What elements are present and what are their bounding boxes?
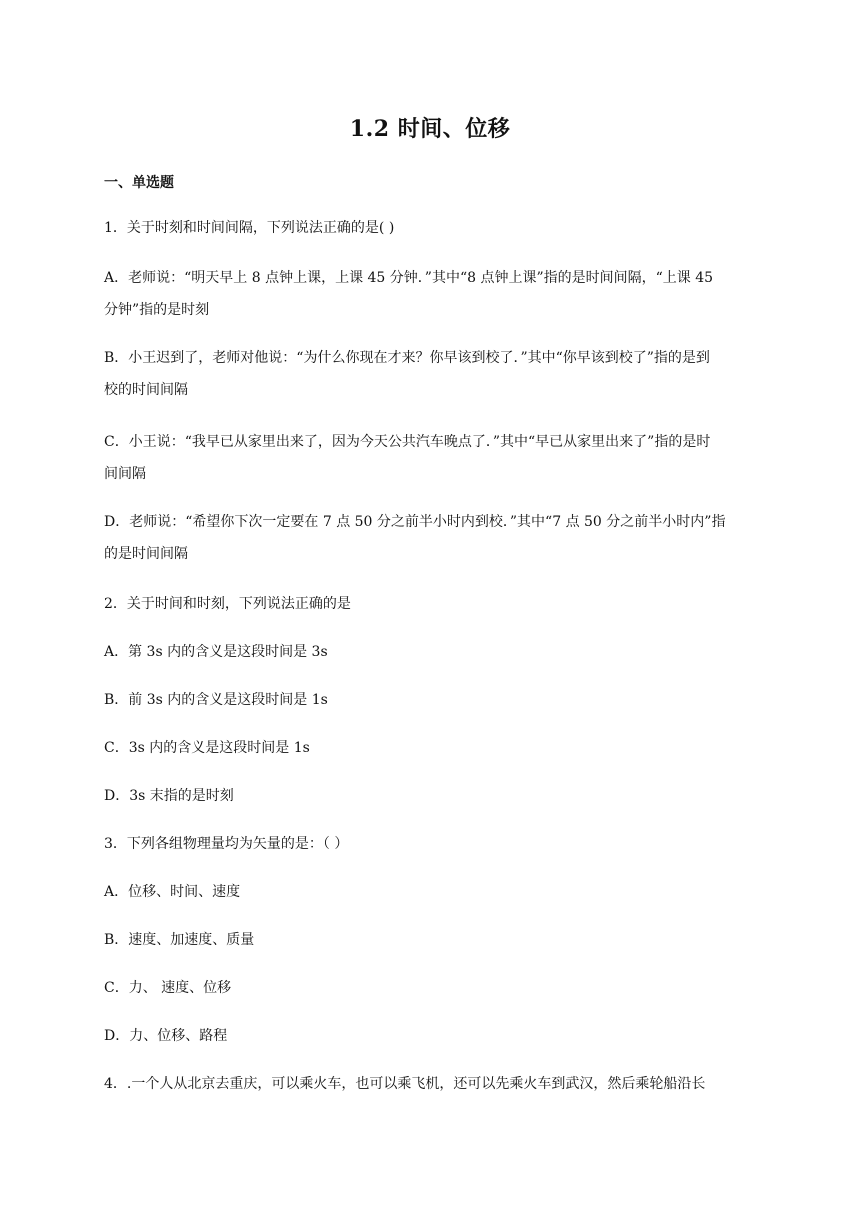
question-2-stem [104, 588, 764, 620]
text-line: 2．关于时间和时刻，下列说法正确的是 [104, 596, 351, 612]
text-line: 间间隔 [104, 466, 146, 482]
text-line: D．力、位移、路程 [104, 1028, 228, 1044]
question-2-option-c [104, 732, 764, 764]
text-line: C．3s 内的含义是这段时间是 1s [104, 740, 310, 756]
text-line: A．老师说：“明天早上 8 点钟上课，上课 45 分钟．”其中“8 点钟上课”指的是时间间隔，“上课 45 [104, 270, 714, 286]
question-4-stem [104, 1068, 764, 1100]
question-1-option-c [104, 426, 764, 490]
text-line: 校的时间间隔 [104, 382, 188, 398]
page-title: 1.2 时间、位移 [349, 116, 511, 142]
section-heading: 一、单选题 [104, 175, 174, 191]
question-3-option-d [104, 1020, 764, 1052]
question-3-option-c [104, 972, 764, 1004]
question-1-option-a [104, 262, 764, 326]
text-line: 分钟”指的是时刻 [104, 302, 210, 318]
text-line: D．老师说：“希望你下次一定要在 7 点 50 分之前半小时内到校．”其中“7 点 50 分之前半小时内”指 [104, 514, 726, 530]
question-2-option-a [104, 636, 764, 668]
question-1-option-b [104, 342, 764, 406]
text-line: B．小王迟到了，老师对他说：“为什么你现在才来？你早该到校了．”其中“你早该到校了”指的是到 [104, 350, 710, 366]
text-line: D．3s 末指的是时刻 [104, 788, 234, 804]
text-line: B．速度、加速度、质量 [104, 932, 255, 948]
question-2-option-b [104, 684, 764, 716]
question-3-option-a [104, 876, 764, 908]
text-line: A．位移、时间、速度 [104, 884, 241, 900]
text-line: A．第 3s 内的含义是这段时间是 3s [104, 644, 328, 660]
question-2-option-d [104, 780, 764, 812]
question-1-stem [104, 212, 764, 244]
text-line: B．前 3s 内的含义是这段时间是 1s [104, 692, 328, 708]
question-3-stem [104, 828, 764, 860]
text-line: 的是时间间隔 [104, 546, 188, 562]
text-line: C．小王说：“我早已从家里出来了，因为今天公共汽车晚点了．”其中“早已从家里出来了”指的是时 [104, 434, 711, 450]
question-3-option-b [104, 924, 764, 956]
text-line: C．力、 速度、位移 [104, 980, 232, 996]
text-line: 3．下列各组物理量均为矢量的是：（ ） [104, 836, 349, 852]
question-1-option-d [104, 506, 764, 570]
text-line: 1．关于时刻和时间间隔，下列说法正确的是( ) [104, 220, 395, 236]
text-line: 4．.一个人从北京去重庆，可以乘火车，也可以乘飞机，还可以先乘火车到武汉，然后乘轮船沿长 [104, 1076, 706, 1092]
